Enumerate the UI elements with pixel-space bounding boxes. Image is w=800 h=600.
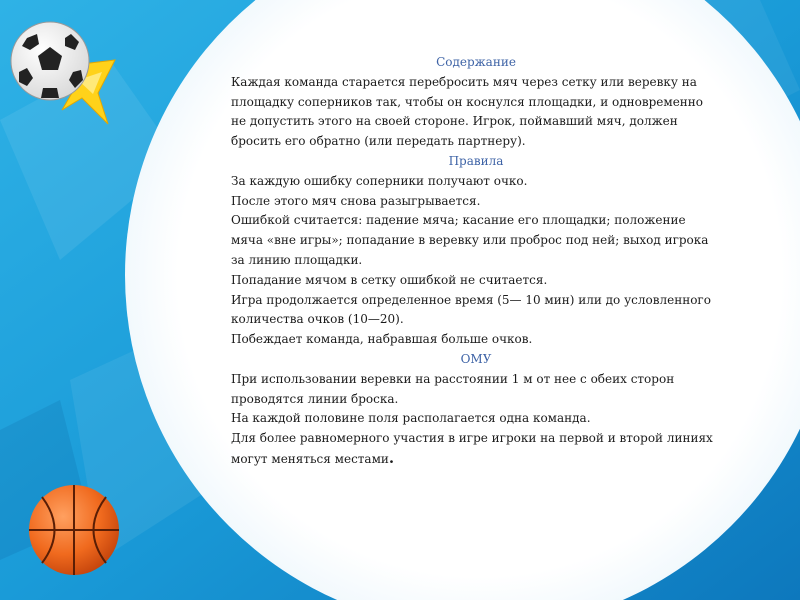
rule-paragraph: Попадание мячом в сетку ошибкой не считается. <box>231 272 548 287</box>
omu-paragraph: На каждой половине поля располагается одна команда. <box>231 411 591 426</box>
basketball-icon <box>27 483 121 577</box>
final-period: . <box>388 448 395 467</box>
rule-paragraph: После этого мяч снова разыгрывается. <box>231 193 481 208</box>
content-paragraph: Каждая команда старается перебросить мяч через сетку или веревку на площадку соперников так, чтобы он коснулся площадки, и одновременно не допустить этого на своей стороне. Игрок, поймавший мяч, должен бросить его обратно (или передать партнеру). <box>231 74 704 149</box>
slide-text-content <box>231 53 721 470</box>
omu-last-text: Для более равномерного участия в игре игроки на первой и второй линиях могут меняться местами <box>231 431 713 466</box>
heading-rules: Правила <box>448 153 504 168</box>
heading-content: Содержание <box>436 55 516 69</box>
soccer-ball-icon <box>9 20 91 102</box>
rule-paragraph: Побеждает команда, набравшая больше очков. <box>231 332 533 347</box>
rule-paragraph: Ошибкой считается: падение мяча; касание его площадки; положение мяча «вне игры»; попадание в веревку или проброс под ней; выход игрока за линию площадки. <box>231 213 709 267</box>
omu-paragraph-last <box>231 429 721 470</box>
rule-paragraph: За каждую ошибку соперники получают очко. <box>231 173 528 188</box>
heading-omu: ОМУ <box>460 351 492 366</box>
rule-paragraph: Игра продолжается определенное время (5— 10 мин) или до условленного количества очков (10—20). <box>231 292 711 327</box>
omu-paragraph: При использовании веревки на расстоянии 1 м от нее с обеих сторон проводятся линии броска. <box>231 371 675 406</box>
